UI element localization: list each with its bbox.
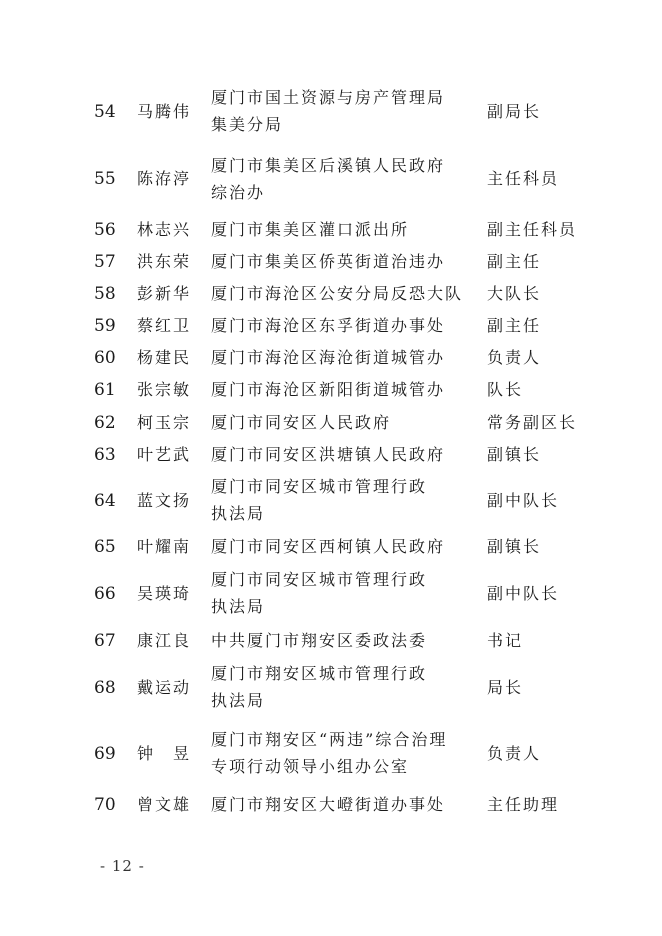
row-number: 69	[94, 744, 116, 764]
work-unit-line: 厦门市翔安区城市管理行政	[211, 664, 428, 683]
table-row	[0, 374, 662, 406]
table-row	[0, 439, 662, 471]
work-unit	[211, 473, 427, 527]
work-unit-line: 集美分局	[211, 115, 284, 134]
work-unit	[211, 312, 445, 339]
person-name: 曾文雄	[137, 795, 192, 814]
row-number: 54	[94, 102, 116, 122]
table-row	[0, 570, 662, 616]
job-title: 副局长	[487, 102, 542, 121]
work-unit	[211, 376, 445, 403]
table-row	[0, 278, 662, 310]
job-title: 副主任	[487, 252, 542, 271]
person-name: 马腾伟	[137, 102, 192, 121]
table-row	[0, 625, 662, 657]
work-unit	[211, 627, 427, 654]
table-row	[0, 342, 662, 374]
work-unit-line: 厦门市翔安区“两违”综合治理	[211, 730, 448, 749]
work-unit-line: 中共厦门市翔安区委政法委	[211, 631, 428, 650]
person-name: 钟 昱	[137, 744, 192, 763]
work-unit-line: 厦门市海沧区海沧街道城管办	[211, 348, 446, 367]
work-unit-line: 执法局	[211, 504, 266, 523]
work-unit	[211, 152, 445, 206]
table-row	[0, 156, 662, 202]
row-number: 56	[94, 220, 116, 240]
work-unit	[211, 248, 445, 275]
person-name: 吴瑛琦	[137, 584, 192, 603]
work-unit	[211, 280, 463, 307]
table-row	[0, 664, 662, 710]
row-number: 55	[94, 169, 116, 189]
row-number: 62	[94, 413, 116, 433]
row-number: 61	[94, 380, 116, 400]
row-number: 63	[94, 445, 116, 465]
work-unit	[211, 533, 445, 560]
row-number: 65	[94, 537, 116, 557]
person-name: 陈洊渟	[137, 169, 192, 188]
person-name: 康江良	[137, 631, 192, 650]
table-row	[0, 789, 662, 821]
table-row	[0, 477, 662, 523]
job-title: 副中队长	[487, 491, 560, 510]
person-name: 戴运动	[137, 678, 192, 697]
row-number: 68	[94, 678, 116, 698]
job-title: 书记	[487, 631, 524, 650]
work-unit-line: 厦门市海沧区东孚街道办事处	[211, 316, 446, 335]
job-title: 副主任科员	[487, 220, 578, 239]
job-title: 常务副区长	[487, 413, 578, 432]
person-name: 彭新华	[137, 284, 192, 303]
work-unit-line: 厦门市海沧区新阳街道城管办	[211, 380, 446, 399]
work-unit	[211, 409, 391, 436]
person-name: 林志兴	[137, 220, 192, 239]
work-unit-line: 厦门市国土资源与房产管理局	[211, 88, 446, 107]
table-row	[0, 214, 662, 246]
row-number: 67	[94, 631, 116, 651]
job-title: 局长	[487, 678, 524, 697]
row-number: 57	[94, 252, 116, 272]
job-title: 大队长	[487, 284, 542, 303]
table-row	[0, 310, 662, 342]
job-title: 队长	[487, 380, 524, 399]
work-unit-line: 执法局	[211, 597, 266, 616]
work-unit-line: 厦门市集美区灌口派出所	[211, 220, 410, 239]
person-name: 张宗敏	[137, 380, 192, 399]
job-title: 副镇长	[487, 445, 542, 464]
work-unit-line: 综治办	[211, 183, 266, 202]
work-unit	[211, 791, 445, 818]
job-title: 主任助理	[487, 795, 560, 814]
person-name: 蔡红卫	[137, 316, 192, 335]
job-title: 副主任	[487, 316, 542, 335]
row-number: 66	[94, 584, 116, 604]
work-unit-line: 厦门市同安区西柯镇人民政府	[211, 537, 446, 556]
table-row	[0, 246, 662, 278]
table-row	[0, 88, 662, 134]
work-unit-line: 厦门市同安区洪塘镇人民政府	[211, 445, 446, 464]
work-unit-line: 厦门市集美区侨英街道治违办	[211, 252, 446, 271]
table-row	[0, 730, 662, 776]
work-unit	[211, 344, 445, 371]
job-title: 副中队长	[487, 584, 560, 603]
work-unit-line: 厦门市同安区人民政府	[211, 413, 392, 432]
job-title: 负责人	[487, 744, 542, 763]
job-title: 副镇长	[487, 537, 542, 556]
row-number: 59	[94, 316, 116, 336]
person-name: 杨建民	[137, 348, 192, 367]
page-number: - 12 -	[100, 857, 145, 875]
person-name: 叶艺武	[137, 445, 192, 464]
work-unit-line: 厦门市同安区城市管理行政	[211, 477, 428, 496]
work-unit-line: 专项行动领导小组办公室	[211, 757, 410, 776]
work-unit-line: 执法局	[211, 691, 266, 710]
work-unit-line: 厦门市海沧区公安分局反恐大队	[211, 284, 464, 303]
work-unit	[211, 566, 427, 620]
job-title: 负责人	[487, 348, 542, 367]
person-name: 洪东荣	[137, 252, 192, 271]
row-number: 64	[94, 491, 116, 511]
work-unit	[211, 84, 445, 138]
work-unit	[211, 660, 427, 714]
work-unit-line: 厦门市集美区后溪镇人民政府	[211, 156, 446, 175]
work-unit	[211, 216, 409, 243]
work-unit-line: 厦门市翔安区大嶝街道办事处	[211, 795, 446, 814]
table-row	[0, 407, 662, 439]
person-name: 蓝文扬	[137, 491, 192, 510]
row-number: 70	[94, 795, 116, 815]
row-number: 58	[94, 284, 116, 304]
person-name: 柯玉宗	[137, 413, 192, 432]
table-row	[0, 531, 662, 563]
row-number: 60	[94, 348, 116, 368]
person-name: 叶耀南	[137, 537, 192, 556]
job-title: 主任科员	[487, 169, 560, 188]
work-unit	[211, 441, 445, 468]
work-unit-line: 厦门市同安区城市管理行政	[211, 570, 428, 589]
work-unit	[211, 726, 447, 780]
